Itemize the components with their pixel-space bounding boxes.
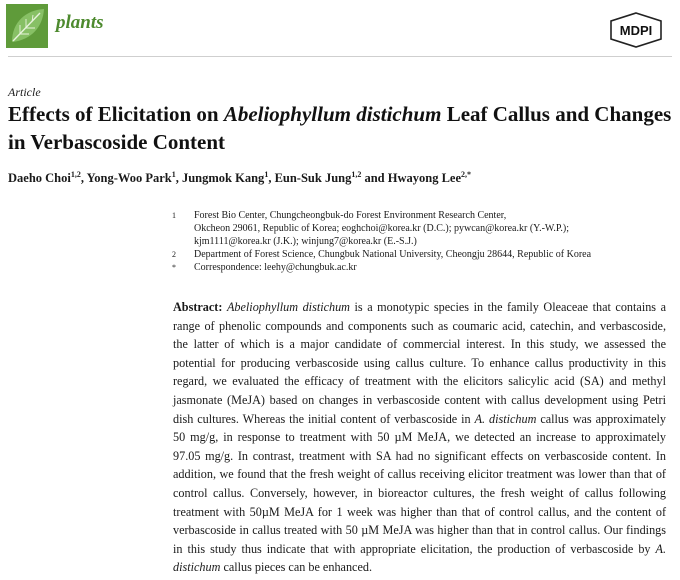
title-species: Abeliophyllum distichum	[223, 102, 442, 126]
leaf-icon	[6, 4, 48, 48]
title-part-1: Effects of Elicitation on	[8, 102, 224, 126]
affiliation-line: Forest Bio Center, Chungcheongbuk-do Forest Environment Research Center,	[194, 210, 507, 221]
title-part-2: Leaf Callus and Changes in Verbascoside Content	[8, 102, 672, 154]
author-separator: ,	[175, 171, 182, 186]
affiliation-item	[168, 261, 668, 274]
affiliations	[168, 209, 668, 274]
journal-leaf-logo	[6, 4, 48, 48]
author-affiliation-mark: 1,2	[70, 170, 81, 179]
journal-name: plants	[56, 12, 104, 33]
affiliation-line: kjm1111@korea.kr (J.K.); winjung7@korea.kr (E.-S.J.)	[194, 236, 417, 247]
affiliation-item	[168, 209, 668, 248]
affiliation-item	[168, 248, 668, 261]
author-affiliation-mark: 1	[264, 170, 269, 179]
publisher-name: MDPI	[619, 23, 653, 38]
abstract	[173, 298, 666, 577]
mdpi-logo	[608, 12, 664, 48]
author-name: Jungmok Kang	[181, 171, 265, 186]
author-name: Hwayong Lee	[387, 171, 462, 186]
abstract-label: Abstract:	[173, 300, 223, 314]
author-name: Daeho Choi	[8, 171, 71, 186]
author-affiliation-mark: 1	[171, 170, 176, 179]
abstract-text-3: callus pieces can be enhanced.	[220, 560, 372, 575]
author-affiliation-mark: 2,*	[461, 170, 472, 179]
affiliation-mark: 1	[172, 211, 176, 220]
author-separator: ,	[268, 171, 275, 186]
affiliation-mark: 2	[172, 250, 176, 259]
affiliation-line: Okcheon 29061, Republic of Korea; eoghchoi@korea.kr (D.C.); pywcan@korea.kr (Y.-W.P.);	[194, 223, 569, 234]
abstract-text-1: is a monotypic species in the family Oleaceae that contains a range of phenolic compounds and components such as coumaric acid, catechin, and verbascoside, the latter of which is a major candidate of commercial interest. In this study, we assessed the potential for producing verbascoside using callus culture. To enhance callus productivity in this regard, we evaluated the efficacy of treatment with the elicitors salicylic acid (SA) and methyl jasmonate (MeJA) based on changes in verbascoside content with callus development using Petri dish cultures. Whereas the initial content of verbascoside in	[173, 300, 666, 426]
affiliation-line: Correspondence: leehy@chungbuk.ac.kr	[194, 262, 357, 273]
affiliation-line: Department of Forest Science, Chungbuk National University, Cheongju 28644, Republic of Korea	[194, 249, 592, 260]
author-name: Yong-Woo Park	[86, 171, 172, 186]
affiliation-mark: *	[172, 263, 176, 272]
author-separator: and	[361, 171, 388, 186]
header-divider	[8, 56, 672, 57]
journal-header	[6, 4, 674, 50]
author-affiliation-mark: 1,2	[351, 170, 362, 179]
author-list	[8, 170, 471, 186]
abstract-species-3: A. distichum	[173, 541, 666, 575]
abstract-text-2: callus was approximately 50 mg/g, in response to treatment with 50 µM MeJA, we detected an increase to approximately 97.05 mg/g. In contrast, treatment with SA had no significant effects on verbascoside content. In addition, we found that the fresh weight of callus receiving elicitor treatment was lower than that of control callus. Conversely, however, in bioreactor cultures, the fresh weight of callus following treatment with 50µM MeJA for 1 week was higher than that of control callus, and the content of verbascoside in callus treated with 50 µM MeJA was higher than that in control callus. Our findings in this study thus indicate that with appropriate elicitation, the production of verbascoside by	[173, 411, 666, 556]
article-type: Article	[8, 85, 41, 99]
article-title	[8, 100, 676, 156]
author-name: Eun-Suk Jung	[274, 171, 352, 186]
author-separator: ,	[80, 171, 87, 186]
abstract-species-2: A. distichum	[474, 411, 537, 426]
abstract-species-1: Abeliophyllum distichum	[226, 300, 350, 314]
